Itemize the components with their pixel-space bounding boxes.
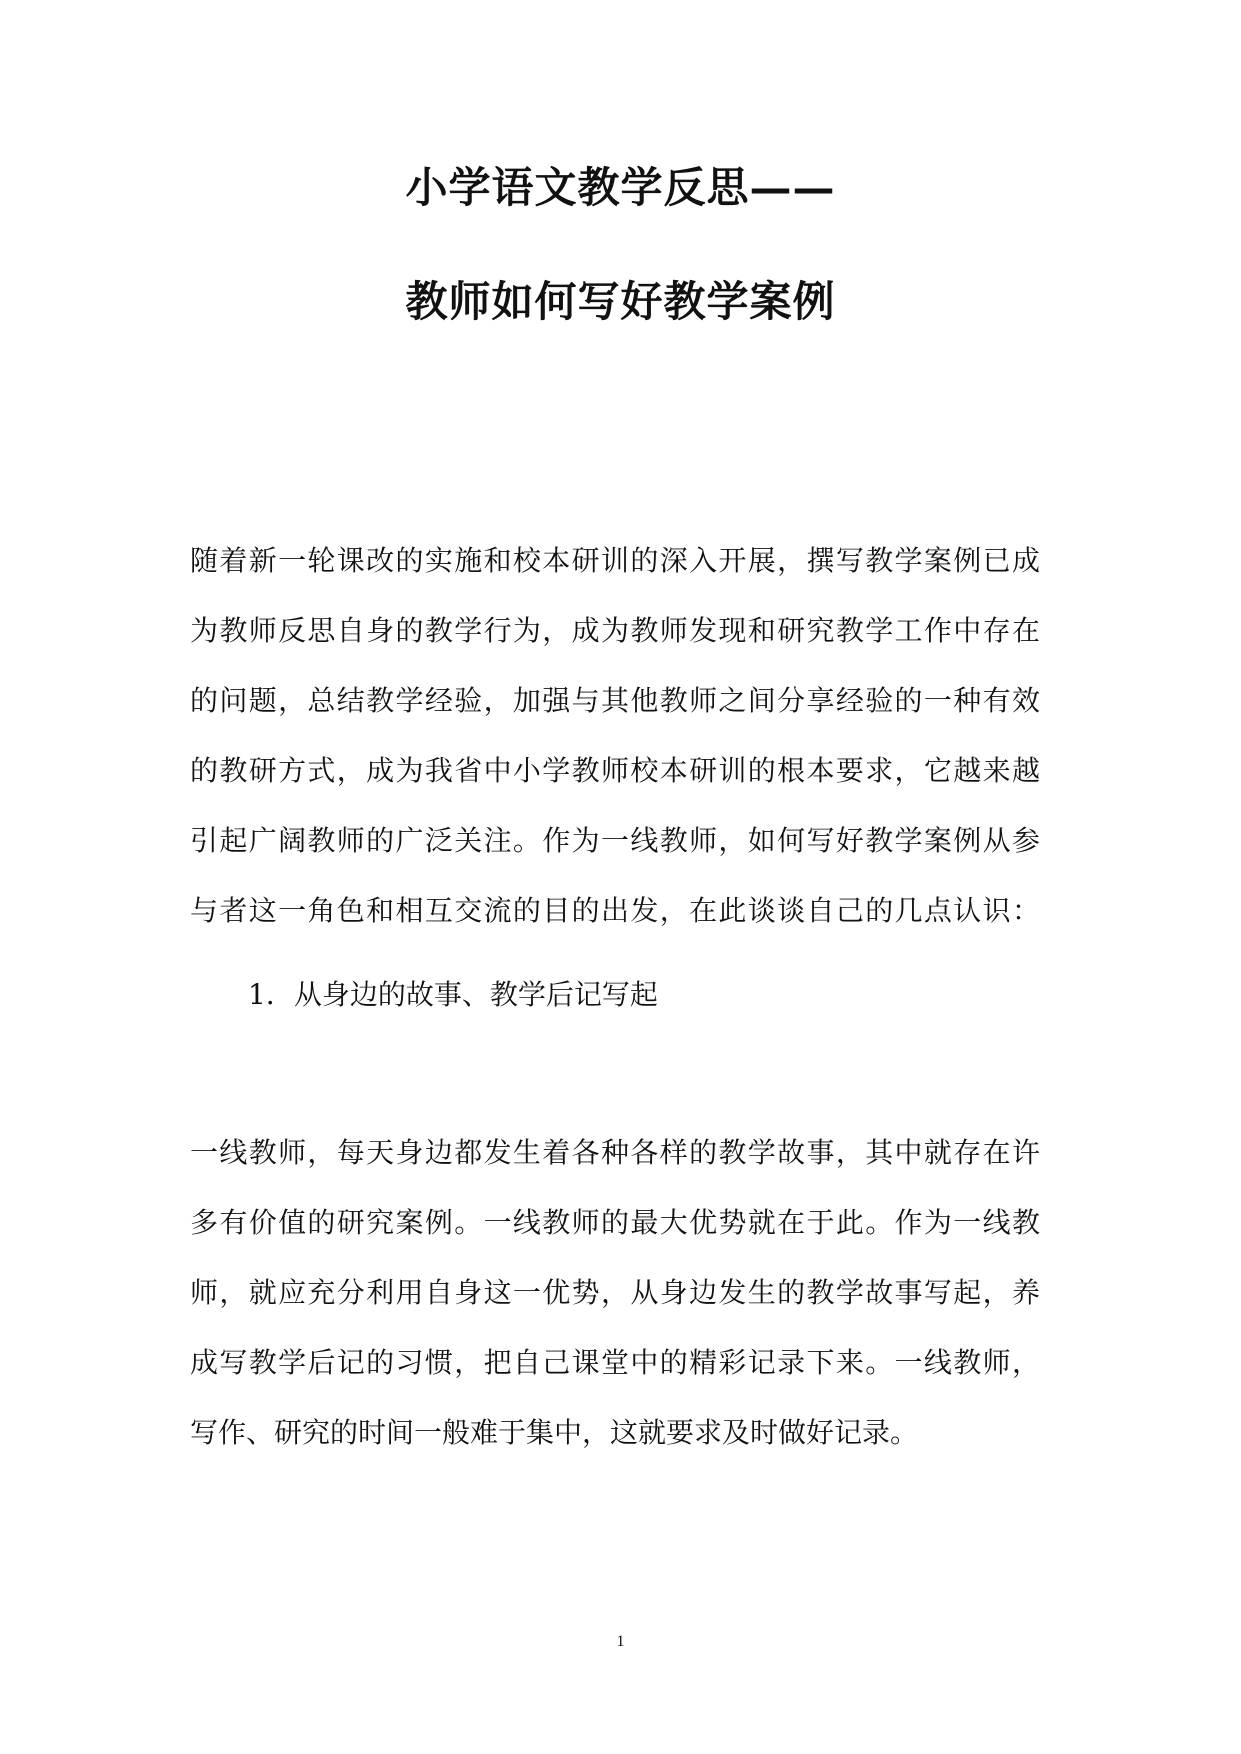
paragraph-line: 随着新一轮课改的实施和校本研训的深入开展，撰写教学案例已成 — [190, 544, 1040, 577]
paragraph-line: 的问题，总结教学经验，加强与其他教师之间分享经验的一种有效 — [190, 684, 1040, 717]
document-title-line-1: 小学语文教学反思—— — [405, 163, 836, 212]
paragraph-line: 的教研方式，成为我省中小学教师校本研训的根本要求，它越来越 — [190, 754, 1040, 787]
document-title-line-2: 教师如何写好教学案例 — [405, 277, 836, 326]
paragraph-line: 写作、研究的时间一般难于集中，这就要求及时做好记录。 — [190, 1416, 919, 1449]
paragraph-line: 师，就应充分利用自身这一优势，从身边发生的教学故事写起，养 — [190, 1276, 1040, 1309]
paragraph-section-1 — [190, 1118, 1040, 1468]
section-heading-1: 1．从身边的故事、教学后记写起 — [248, 978, 658, 1011]
paragraph-line: 为教师反思自身的教学行为，成为教师发现和研究教学工作中存在 — [190, 614, 1040, 647]
paragraph-intro — [190, 526, 1040, 946]
paragraph-line: 多有价值的研究案例。一线教师的最大优势就在于此。作为一线教 — [190, 1206, 1040, 1239]
paragraph-line: 成写教学后记的习惯，把自己课堂中的精彩记录下来。一线教师， — [190, 1346, 1040, 1379]
paragraph-line: 与者这一角色和相互交流的目的出发，在此谈谈自己的几点认识： — [190, 894, 1040, 927]
paragraph-line: 引起广阔教师的广泛关注。作为一线教师，如何写好教学案例从参 — [190, 824, 1040, 857]
paragraph-line: 一线教师，每天身边都发生着各种各样的教学故事，其中就存在许 — [190, 1136, 1040, 1169]
page-number: 1 — [616, 1633, 625, 1650]
